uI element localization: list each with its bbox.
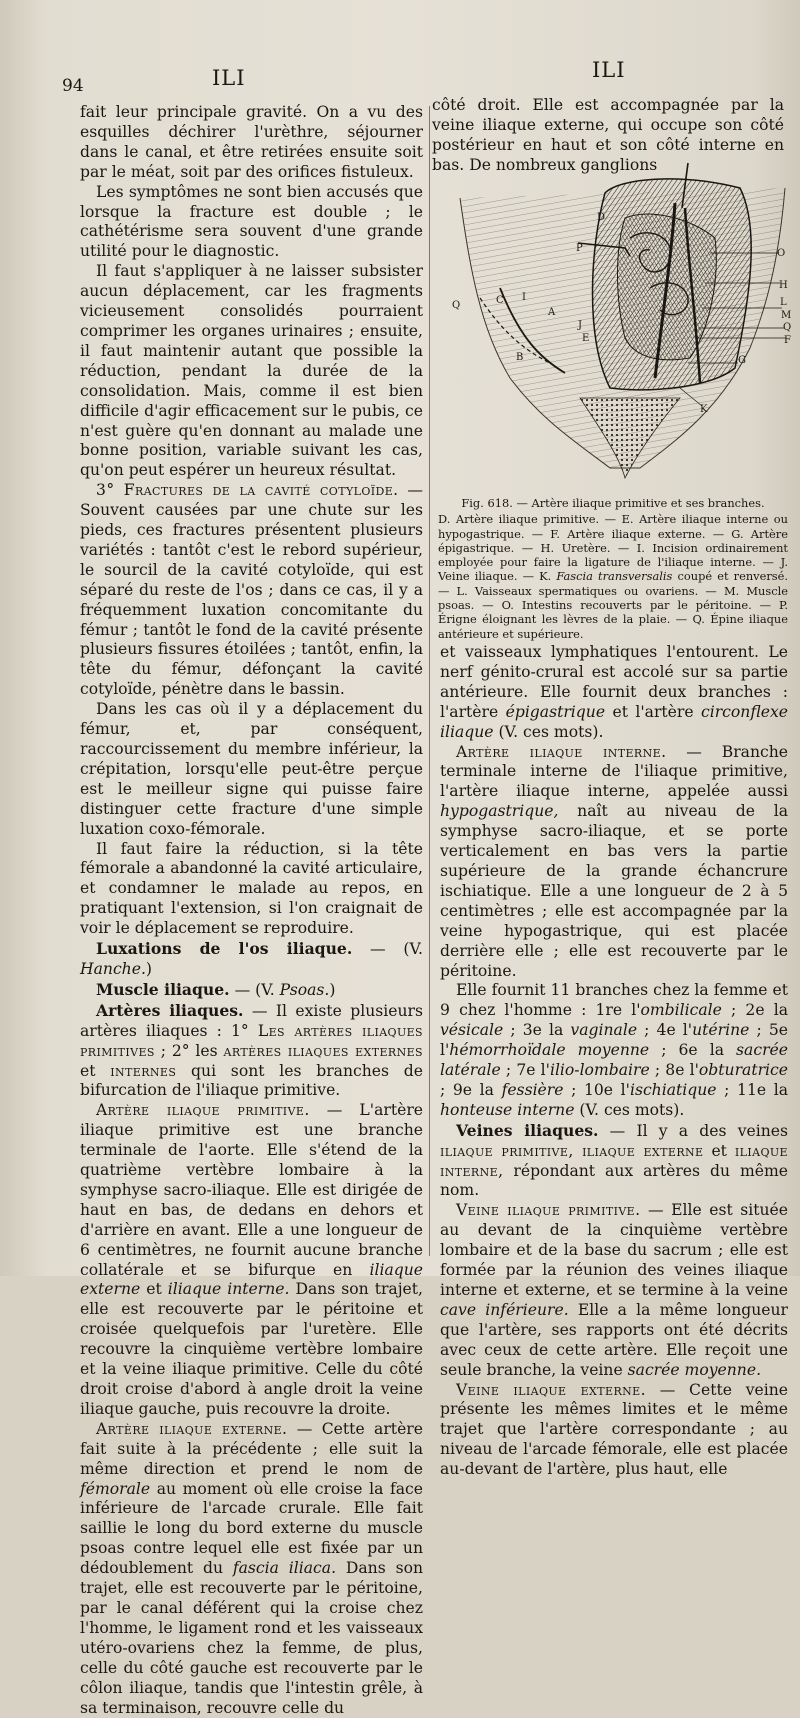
paragraph: et vaisseaux lymphatiques l'entourent. Le nerf génito-crural est accolé sur sa partie antérieure. Elle fournit deux branches : l'artère épigastrique et l'artère circonflexe iliaque (V. ces mots).: [440, 643, 788, 741]
figure-label: C: [496, 295, 504, 306]
figure-label: I: [522, 292, 526, 303]
figure-title: Fig. 618. — Artère iliaque primitive et ses branches.: [461, 496, 765, 510]
figure-label: B: [516, 352, 524, 363]
figure-label: O: [777, 248, 786, 259]
paragraph: Artère iliaque externe. — Cette artère fait suite à la précédente ; elle suit la même direction et prend le nom de fémorale au moment où elle croise la face inférieure de l'arcade crurale. Elle fait saillie le long du bord externe du muscle psoas contre lequel elle est fixée par un dédoublement du fascia iliaca. Dans son trajet, elle est recouverte par le péritoine, par le canal déférent qui la croise chez l'homme, le ligament rond et les vaisseaux utéro-ovariens chez la femme, de plus, celle du côté gauche est recouverte par le côlon iliaque, tandis que l'intestin grêle, à sa terminaison, recouvre celle du: [80, 1419, 424, 1717]
figure-label: F: [784, 335, 791, 346]
column-divider: [429, 106, 430, 1256]
figure-label: G: [738, 355, 746, 366]
figure-label: Q: [452, 300, 461, 311]
paragraph: fait leur principale gravité. On a vu des esquilles déchirer l'urèthre, séjourner dans le canal, et être retirées ensuite soit par le méat, soit par des orifices fistuleux.: [80, 103, 423, 181]
section-heading: Artère iliaque interne.: [456, 742, 667, 761]
page-number: 94: [62, 76, 84, 96]
paragraph: Il faut s'appliquer à ne laisser subsister aucun déplacement, car les fragments vicieusement consolidés pourraient comprimer les organes urinaires ; ensuite, il faut maintenir autant que possible la réduction, pendant la durée de la consolidation. Mais, comme il est bien difficile d'agir efficacement sur le pubis, ce n'est guère qu'en donnant au malade une bonne position, variable suivant les cas, qu'on peut espérer un heureux résultat.: [80, 262, 423, 480]
figure-label: K: [700, 404, 708, 415]
figure-label: E: [582, 333, 590, 344]
paragraph: Elle fournit 11 branches chez la femme et 9 chez l'homme : 1re l'ombilicale ; 2e la vésicale ; 3e la vaginale ; 4e l'utérine ; 5e l'hémorrhoïdale moyenne ; 6e la sacrée latérale ; 7e l'ilio-lombaire ; 8e l'obturatrice ; 9e la fessière ; 10e l'ischiatique ; 11e la honteuse interne (V. ces mots).: [440, 981, 788, 1119]
figure-label: L: [780, 297, 787, 308]
figure-caption: Fig. 618. — Artère iliaque primitive et ses branches. D. Artère iliaque primitive. — E. Artère iliaque interne ou hypogastrique. — F. Artère iliaque externe. — G. Artère épigastrique. — H. Uretère. — I. Incision ordinairement employée pour faire la ligature de l'iliaque interne. — J. Veine iliaque. — K. Fascia transversalis coupé et renversé. — L. Vaisseaux spermatiques ou ovariens. — M. Muscle psoas. — O. Intestins recouverts par le péritoine. — P. Érigne éloignant les lèvres de la plaie. — Q. Épine iliaque antérieure et supérieure.: [438, 496, 788, 641]
section-heading: Artère iliaque externe.: [96, 1419, 288, 1438]
figure-label: P: [576, 243, 583, 254]
entry-heading: Veines iliaques.: [456, 1120, 599, 1140]
entry-veines: Veines iliaques. — Il y a des veines iliaque primitive, iliaque externe et iliaque interne, répondant aux artères du même nom.: [440, 1120, 788, 1200]
section-heading: Artère iliaque primitive.: [96, 1101, 310, 1120]
paragraph: côté droit. Elle est accompagnée par la veine iliaque externe, qui occupe son côté postérieur en haut et son côté interne en bas. De nombreux ganglions: [432, 96, 784, 174]
right-column-bottom: [440, 643, 788, 1479]
page-header: [0, 58, 800, 98]
entry-heading: Muscle iliaque.: [96, 979, 230, 999]
paragraph: Les symptômes ne sont bien accusés que lorsque la fracture est double ; le cathétérisme sera souvent d'une grande utilité pour le diagnostic.: [80, 182, 423, 261]
paragraph: Artère iliaque primitive. — L'artère iliaque primitive est une branche terminale de l'aorte. Elle s'étend de la quatrième vertèbre lombaire à la symphyse sacro-iliaque. Elle est dirigée de haut en bas, de dedans en dehors et d'arrière en avant. Elle a une longueur de 6 centimètres, ne fournit aucune branche collatérale et se bifurque en iliaque externe et iliaque interne. Dans son trajet, elle est recouverte par le péritoine et croisée quelquefois par l'uretère. Elle recouvre la cinquième vertèbre lombaire et la veine iliaque primitive. Celle du côté droit croise d'abord à angle droit la veine iliaque gauche, puis recouvre la droite.: [80, 1101, 423, 1418]
entry-muscle: Muscle iliaque. — (V. Psoas.): [96, 979, 336, 999]
running-head-left: ILI: [212, 66, 246, 90]
paragraph: Artère iliaque interne. — Branche terminale interne de l'iliaque primitive, l'artère iliaque interne, appelée aussi hypogastrique, naît au niveau de la symphyse sacro-iliaque, et se porte verticalement en bas vers la partie supérieure de la grande échancrure ischiatique. Elle a une longueur de 2 à 5 centimètres ; elle est accompagnée par la veine hypogastrique, qui est placée derrière elle ; elle est recouverte par le péritoine.: [440, 742, 788, 980]
figure-label: Q: [783, 322, 792, 333]
figure-label: J: [578, 320, 583, 331]
running-head-right: ILI: [592, 58, 626, 82]
figure-label: A: [548, 307, 556, 318]
paragraph: 3° Fractures de la cavité cotyloïde. — Souvent causées par une chute sur les pieds, ces fractures présentent plusieurs variétés : tantôt c'est le rebord supérieur, le sourcil de la cavité cotyloïde, qui est séparé du reste de l'os ; dans ce cas, il y a fréquemment luxation concomitante du fémur ; tantôt le fond de la cavité présente plusieurs fissures étoilées ; tantôt, enfin, la tête du fémur, défonçant la cavité cotyloïde, pénètre dans le bassin.: [80, 481, 423, 699]
paragraph: Dans les cas où il y a déplacement du fémur, et, par conséquent, raccourcissement du membre inférieur, la crépitation, lorsqu'elle peut-être perçue est le meilleur signe qui puisse faire distinguer cette fracture d'une simple luxation coxo-fémorale.: [80, 700, 423, 838]
entry-arteres: Artères iliaques. — Il existe plusieurs artères iliaques : 1° Les artères iliaques primitives ; 2° les artères iliaques externes et internes qui sont les branches de bifurcation de l'iliaque primitive.: [80, 1000, 424, 1100]
figure-label: H: [779, 280, 788, 291]
entry-luxations: Luxations de l'os iliaque. — (V. Hanche.): [80, 939, 423, 978]
paragraph: Veine iliaque primitive. — Elle est située au devant de la cinquième vertèbre lombaire et de la base du sacrum ; elle est formée par la réunion des veines iliaque interne et externe, et se termine à la veine cave inférieure. Elle a la même longueur que l'artère, ses rapports ont été décrits avec ceux de cette artère. Elle reçoit une seule branche, la veine sacrée moyenne.: [440, 1201, 788, 1379]
entry-heading: Artères iliaques.: [96, 1000, 244, 1020]
paragraph: Veine iliaque externe. — Cette veine présente les mêmes limites et le même trajet que l'artère correspondante ; au niveau de l'arcade fémorale, elle est placée au-devant de l'artère, plus haut, elle: [440, 1380, 788, 1479]
section-heading: Veine iliaque externe.: [456, 1380, 646, 1399]
section-heading: 3° Fractures de la cavité cotyloïde.: [96, 481, 399, 500]
section-heading: Veine iliaque primitive.: [456, 1201, 641, 1220]
left-column: [80, 103, 424, 1717]
paragraph: Il faut faire la réduction, si la tête fémorale a abandonné la cavité articulaire, et condamner le malade au repos, en pratiquant l'extension, si l'on craignait de voir le déplacement se reproduire.: [80, 839, 423, 938]
figure-label: D: [597, 212, 606, 223]
right-column-top: [432, 96, 784, 174]
entry-heading: Luxations de l'os iliaque.: [96, 939, 353, 959]
figure-label: M: [781, 310, 792, 321]
anatomical-illustration: [450, 148, 795, 488]
